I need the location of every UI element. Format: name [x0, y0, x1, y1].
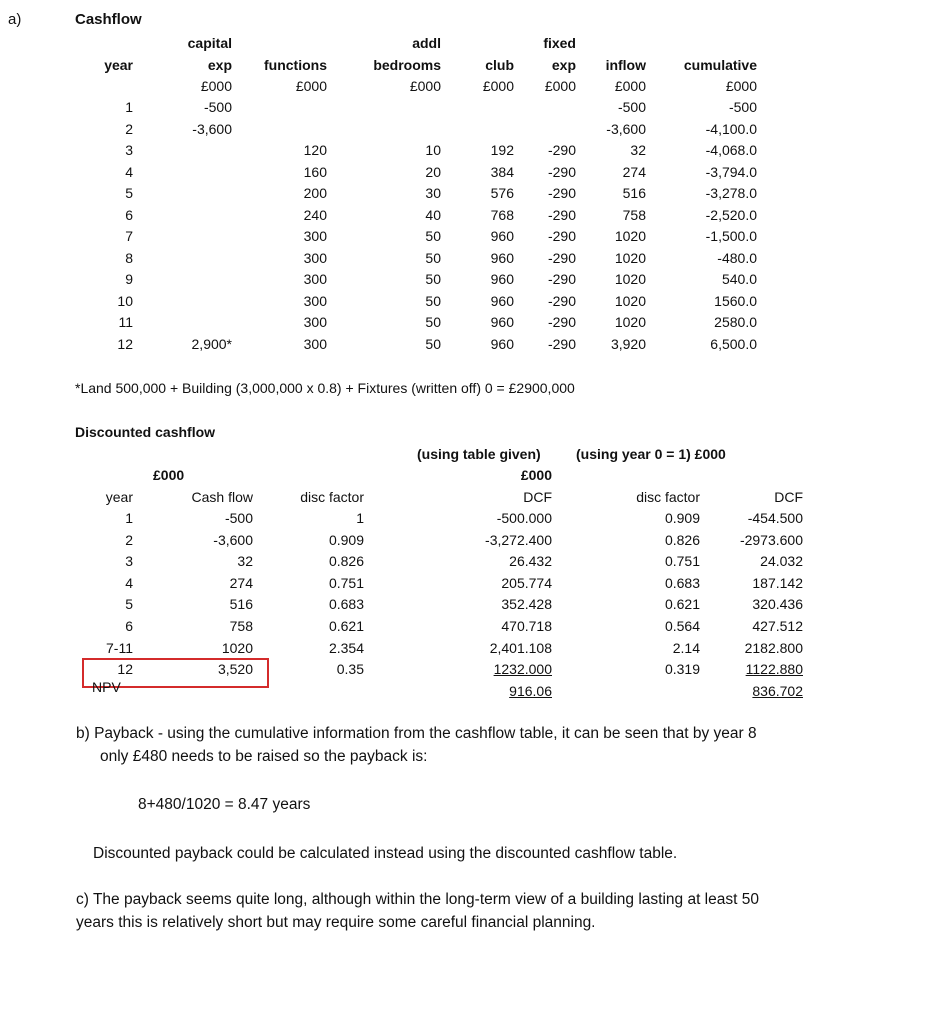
cashflow-cell: -4,068.0: [705, 142, 757, 158]
cashflow-cell: -290: [547, 228, 576, 244]
cashflow-header-cell: club: [485, 57, 514, 73]
dcf-cell: 187.142: [752, 574, 803, 591]
dcf-year-cell: 3: [125, 553, 133, 570]
cashflow-cell: 516: [622, 185, 646, 201]
cashflow-cell: 960: [490, 335, 514, 352]
dcf-cell: 26.432: [509, 553, 552, 570]
cashflow-cell: 50: [425, 271, 441, 287]
cashflow-cell: -500: [203, 99, 232, 115]
cashflow-cell: 960: [490, 249, 514, 266]
cashflow-cell: -290: [547, 185, 576, 201]
dcf-cell: 2182.800: [744, 639, 803, 656]
cashflow-cell: -290: [547, 335, 576, 352]
dcf-cell: 1: [356, 510, 364, 526]
dcf-cell: 0.564: [664, 618, 700, 634]
cashflow-cell: 32: [630, 142, 646, 158]
dcf-year-cell: 7-11: [106, 639, 133, 656]
cashflow-cell: 768: [490, 206, 514, 223]
cashflow-cell: -480.0: [717, 249, 757, 266]
cashflow-cell: 300: [303, 314, 327, 330]
cashflow-cell: 30: [425, 185, 441, 201]
cashflow-header-cell: £000: [200, 78, 232, 94]
cashflow-year-cell: 8: [125, 249, 133, 266]
cashflow-cell: 274: [622, 163, 646, 180]
cashflow-cell: -290: [547, 142, 576, 158]
discounted-cashflow-title: Discounted cashflow: [75, 424, 216, 440]
npv-value-table-given: 916.06: [509, 683, 552, 699]
cashflow-cell: 576: [490, 185, 514, 201]
cashflow-header-cell: addl: [412, 35, 441, 51]
dcf-cell: -3,600: [213, 531, 253, 548]
dcf-cell: 1232.000: [493, 661, 552, 678]
dcf-cell: -500: [224, 510, 253, 526]
dcf-cell: 3,520: [217, 661, 253, 678]
cashflow-cell: 20: [425, 163, 441, 180]
cashflow-cell: 384: [490, 163, 514, 180]
dcf-cell: 2.354: [328, 639, 364, 656]
dcf-cell: -2973.600: [739, 531, 803, 548]
cashflow-cell: -290: [547, 163, 576, 180]
cashflow-cell: 960: [490, 292, 514, 309]
cashflow-title: Cashflow: [75, 11, 142, 28]
cashflow-cell: 50: [425, 335, 441, 352]
cashflow-cell: 1560.0: [714, 292, 757, 309]
cashflow-cell: 40: [425, 206, 441, 223]
dcf-cell: -454.500: [747, 510, 803, 526]
cashflow-cell: 758: [622, 206, 646, 223]
cashflow-header-cell: exp: [551, 57, 576, 73]
cashflow-year-cell: 10: [117, 292, 133, 309]
dcf-header-cell: DCF: [523, 489, 552, 505]
cashflow-year-cell: 11: [118, 314, 133, 330]
cashflow-cell: 1020: [614, 271, 646, 287]
dcf-cell: 758: [229, 618, 253, 634]
cashflow-cell: -1,500.0: [705, 228, 757, 244]
cashflow-cell: 960: [490, 271, 514, 287]
payback-formula: 8+480/1020 = 8.47 years: [138, 796, 311, 813]
cashflow-header-cell: £000: [482, 78, 514, 94]
cashflow-cell: 192: [490, 142, 514, 158]
dcf-cell: -500.000: [496, 510, 552, 526]
cashflow-cell: 3,920: [610, 335, 646, 352]
cashflow-cell: 160: [303, 163, 327, 180]
dcf-cell: 0.909: [664, 510, 700, 526]
cashflow-header-cell: functions: [264, 57, 327, 73]
dcf-cell: 0.35: [336, 661, 364, 678]
dcf-header-cell: Cash flow: [191, 489, 253, 505]
cashflow-header-cell: cumulative: [683, 57, 757, 73]
cashflow-header-cell: bedrooms: [373, 57, 441, 73]
cashflow-cell: -290: [547, 206, 576, 223]
dcf-cell: 0.683: [328, 596, 364, 613]
cashflow-cell: -3,278.0: [705, 185, 757, 201]
cashflow-cell: -3,794.0: [705, 163, 757, 180]
dcf-cell: 32: [237, 553, 253, 570]
conclusion-line-1: c) The payback seems quite long, although within the long-term view of a building lasting at least 50: [76, 891, 759, 908]
cashflow-cell: 300: [303, 271, 327, 287]
using-table-given-label: (using table given): [417, 446, 541, 462]
using-year0-label: (using year 0 = 1) £000: [576, 446, 726, 462]
cashflow-year-cell: 9: [125, 271, 133, 287]
cashflow-cell: 50: [425, 249, 441, 266]
cashflow-header-cell: £000: [295, 78, 327, 94]
dcf-cell: -3,272.400: [485, 531, 552, 548]
dcf-cell: 0.826: [328, 553, 364, 570]
dcf-header-cell: DCF: [774, 489, 803, 505]
cashflow-cell: 240: [303, 206, 327, 223]
unit-mid: £000: [520, 467, 552, 483]
dcf-year-cell: 4: [125, 574, 133, 591]
cashflow-cell: 50: [425, 228, 441, 244]
cashflow-cell: 2580.0: [714, 314, 757, 330]
cashflow-cell: 540.0: [721, 271, 757, 287]
cashflow-cell: 300: [303, 335, 327, 352]
unit-left: £000: [153, 467, 185, 483]
dcf-cell: 516: [229, 596, 253, 613]
dcf-cell: 2.14: [672, 639, 700, 656]
cashflow-cell: 960: [490, 314, 514, 330]
cashflow-cell: 1020: [614, 249, 646, 266]
cashflow-header-cell: £000: [409, 78, 441, 94]
cashflow-cell: 50: [425, 292, 441, 309]
cashflow-cell: -290: [547, 271, 576, 287]
cashflow-cell: 1020: [614, 292, 646, 309]
dcf-cell: 0.751: [664, 553, 700, 570]
cashflow-cell: 2,900*: [191, 335, 232, 352]
cashflow-cell: 200: [303, 185, 327, 201]
cashflow-cell: -3,600: [192, 120, 232, 137]
cashflow-cell: -500: [617, 99, 646, 115]
dcf-cell: 0.621: [664, 596, 700, 613]
cashflow-header-cell: inflow: [605, 57, 646, 73]
dcf-cell: 2,401.108: [489, 639, 552, 656]
cashflow-cell: 10: [425, 142, 441, 158]
cashflow-header-cell: exp: [207, 57, 232, 73]
cashflow-year-cell: 3: [125, 142, 133, 158]
cashflow-year-cell: 4: [125, 163, 133, 180]
conclusion-line-2: years this is relatively short but may require some careful financial planning.: [76, 914, 596, 931]
dcf-year-cell: 2: [125, 531, 133, 548]
dcf-cell: 470.718: [501, 618, 552, 634]
cashflow-cell: -290: [547, 292, 576, 309]
dcf-cell: 352.428: [501, 596, 552, 613]
cashflow-cell: -3,600: [606, 120, 646, 137]
payback-line-2: only £480 needs to be raised so the payback is:: [100, 748, 428, 765]
cashflow-cell: 300: [303, 228, 327, 244]
dcf-header-cell: year: [105, 489, 133, 505]
dcf-cell: 24.032: [760, 553, 803, 570]
cashflow-cell: 120: [303, 142, 327, 158]
dcf-cell: 427.512: [752, 618, 803, 634]
cashflow-cell: -500: [728, 99, 757, 115]
dcf-cell: 1020: [221, 639, 253, 656]
dcf-cell: 0.319: [664, 661, 700, 678]
dcf-cell: 0.826: [664, 531, 700, 548]
cashflow-cell: 960: [490, 228, 514, 244]
cashflow-cell: -4,100.0: [705, 120, 757, 137]
dcf-cell: 0.909: [328, 531, 364, 548]
cashflow-cell: 50: [425, 314, 441, 330]
dcf-year-cell: 6: [125, 618, 133, 634]
dcf-header-cell: disc factor: [636, 489, 700, 505]
cashflow-year-cell: 12: [117, 335, 133, 352]
dcf-year-cell: 1: [125, 510, 133, 526]
cashflow-cell: -2,520.0: [705, 206, 757, 223]
cashflow-header-cell: year: [104, 57, 133, 73]
payback-line-1: b) Payback - using the cumulative information from the cashflow table, it can be seen that by year 8: [76, 725, 757, 742]
dcf-cell: 205.774: [501, 574, 552, 591]
dcf-cell: 1122.880: [745, 661, 803, 678]
dcf-header-cell: disc factor: [300, 489, 364, 505]
cashflow-header-cell: £000: [614, 78, 646, 94]
cashflow-year-cell: 2: [125, 120, 133, 137]
dcf-year-cell: 12: [117, 661, 133, 678]
dcf-cell: 274: [229, 574, 253, 591]
dcf-year-cell: 5: [125, 596, 133, 613]
section-label-a: a): [8, 11, 22, 28]
cashflow-year-cell: 5: [125, 185, 133, 201]
cashflow-footnote: *Land 500,000 + Building (3,000,000 x 0.8) + Fixtures (written off) 0 = £2900,000: [75, 380, 575, 396]
cashflow-cell: 300: [303, 292, 327, 309]
cashflow-cell: 300: [303, 249, 327, 266]
cashflow-cell: -290: [547, 314, 576, 330]
dcf-cell: 0.751: [328, 574, 364, 591]
cashflow-year-cell: 6: [125, 206, 133, 223]
cashflow-year-cell: 7: [125, 228, 133, 244]
cashflow-header-cell: capital: [187, 35, 232, 51]
cashflow-header-cell: £000: [725, 78, 757, 94]
discounted-payback-note: Discounted payback could be calculated instead using the discounted cashflow table.: [93, 845, 678, 862]
cashflow-cell: 6,500.0: [710, 335, 757, 352]
cashflow-header-cell: £000: [544, 78, 576, 94]
cashflow-header-cell: fixed: [543, 35, 576, 51]
dcf-cell: 320.436: [752, 596, 803, 613]
cashflow-cell: 1020: [614, 314, 646, 330]
cashflow-year-cell: 1: [125, 99, 133, 115]
dcf-cell: 0.683: [664, 574, 700, 591]
dcf-cell: 0.621: [328, 618, 364, 634]
npv-value-year0: 836.702: [752, 683, 803, 699]
cashflow-cell: -290: [547, 249, 576, 266]
npv-label: NPV: [92, 679, 121, 695]
cashflow-cell: 1020: [614, 228, 646, 244]
